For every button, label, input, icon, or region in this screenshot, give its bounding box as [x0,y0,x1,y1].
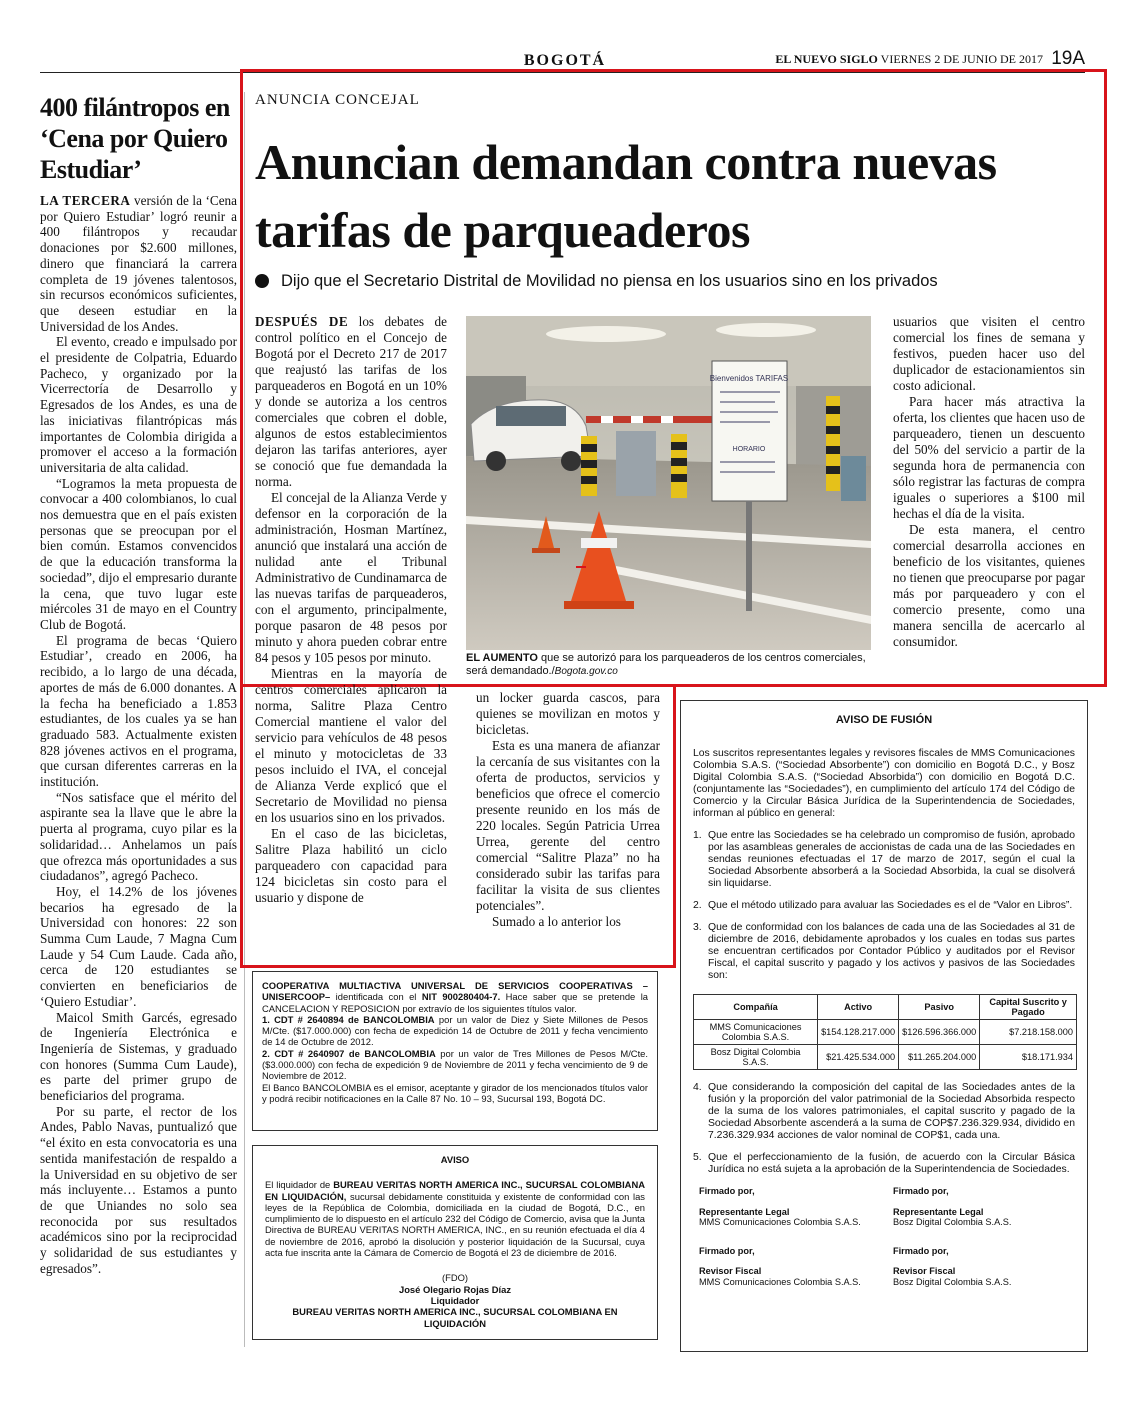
item-text: Que el método utilizado para avaluar las Sociedades es el de “Valor en Libros”. [708,900,1073,911]
item-number: 2. [693,900,702,911]
article-column-1 [255,314,447,906]
liquidator-role: Liquidador [430,1294,480,1306]
bullet-icon [255,274,269,288]
cdt-text: por un valor de Tres Millones de Pesos M/Cte. ($3.000.000) con fecha de expedición 9 de Noviembre de 2011 y fecha vencimiento de 9 de Noviembre de 2012. [262,1047,649,1082]
item-text: Que el perfeccionamiento de la fusión, de acuerdo con la Circular Básica Jurídica no está sujeta a la aprobación de la Superintendencia de Sociedades. [708,1152,1075,1175]
item-text: Que de conformidad con los balances de cada una de las Sociedades al 31 de diciembre de 2016, debidamente aprobados y los cuales en todas sus partes se encuentran certificados por Contador Público y auditados por el Revisor Fiscal, el capital suscrito y pagado y los activos y pasivos de las Sociedades son: [708,922,1075,981]
signatures [699,1186,1075,1305]
signer-company: Bosz Digital Colombia S.A.S. [893,1217,1012,1227]
cdt-text: por un valor de Diez y Siete Millones de Pesos M/Cte. ($17.000.000) con fecha de expedición 14 de Octubre de 2011 y fecha vencimiento de 14 de Octubre de 2012. [262,1013,648,1048]
photo-caption [466,652,871,678]
photo-credit: Bogota.gov.co [554,666,618,677]
parking-garage-image [466,316,871,650]
liquidation-title: AVISO [440,1154,470,1165]
paragraph: En el caso de las bicicletas, Salitre Plaza habilitó un ciclo parqueadero con capacidad para 124 bicicletas sin costo para el usuario y dispone de [255,826,447,905]
paragraph: Sumado a lo anterior los [492,914,621,929]
side-article-title: 400 filántropos en ‘Cena por Quiero Estudiar’ [40,93,230,184]
paragraph: El programa de becas ‘Quiero Estudiar’, creado en 2006, ha recibido, a lo largo de una década, aportes de más de 6.000 donantes. A la fecha ha beneficiado a 1.853 estudiantes, de los cuales ya se han graduado 583. Actualmente existen 828 jóvenes activos en el programa, que cursan diferentes carreras en la institución. [40,632,237,790]
paragraph: Mientras en la mayoría de centros comerciales aplicaron la norma, Salitre Plaza Centro Comercial mantiene el valor del servicio para vehículos de 48 pesos el minuto y motocicletas de 33 pesos incluido el IVA, el concejal de Alianza Verde explicó que el Secretario de Movilidad no piensa en los usuarios sino en los privados. [255,666,447,825]
notice-item [262,1014,648,1048]
list-item [693,830,1075,890]
item-number: 5. [693,1152,702,1163]
table-cell: Bosz Digital Colombia S.A.S. [694,1045,818,1070]
table-header-row [694,995,1077,1020]
issue-date: VIERNES 2 DE JUNIO DE 2017 [880,52,1043,66]
table-cell: MMS Comunicaciones Colombia S.A.S. [694,1020,818,1045]
signer-company: Bosz Digital Colombia S.A.S. [893,1276,1012,1287]
cdt-label: 1. CDT # 2640894 de BANCOLOMBIA [262,1013,435,1025]
article-lead: DESPUÉS DE [255,314,349,329]
merger-notice [680,700,1088,1352]
signer-role: Revisor Fiscal [699,1266,762,1276]
signed-by: Firmado por, [699,1245,755,1256]
signed-by: Firmado por, [699,1186,755,1196]
signer-company: MMS Comunicaciones Colombia S.A.S. [699,1217,861,1227]
list-item [693,1082,1075,1142]
item-text: Que entre las Sociedades se ha celebrado un compromiso de fusión, aprobado por las asambleas generales de accionistas de cada una de las Sociedades en sendas reuniones efectuadas el 17 de marzo de 2017, según el cual la Sociedad Absorbente absorberá a la Sociedad Absorbida, la cual se disolverá sin liquidarse. [708,830,1075,889]
side-article [40,92,237,1277]
table-cell: $18.171.934 [980,1045,1077,1070]
subheadline-text: Dijo que el Secretario Distrital de Movilidad no piensa en los usuarios sino en los privados [281,272,938,290]
table-cell: $21.425.534.000 [818,1045,899,1070]
caption-lead: EL AUMENTO [466,652,538,664]
notice-text: identificada con el [330,991,422,1003]
headline: Anuncian demandan contra nuevas tarifas de parqueaderos [255,134,997,258]
column-header: Pasivo [899,995,980,1020]
table-cell: $11.265.204.000 [899,1045,980,1070]
paragraph: un locker guarda cascos, para quienes se movilizan en motos y bicicletas. [476,690,660,737]
table-cell: $126.596.366.000 [899,1020,980,1045]
paragraph-text: versión de la ‘Cena por Quiero Estudiar’ logró reunir a 400 filántropos y recaudar donaciones por $2.600 millones, dinero que financiará la carrera completa de 19 jóvenes talentosos, sin recursos económicos suficientes, que deseen estudiar en la Universidad de los Andes. [40,193,237,334]
item-number: 3. [693,922,702,933]
column-header: Activo [818,995,899,1020]
list-item [693,900,1075,912]
liquidation-text: El liquidador de [265,1179,334,1191]
liquidation-signature [265,1272,645,1328]
paragraph: De esta manera, el centro comercial desarrolla acciones en beneficio de los visitantes, quienes no tienen que preocuparse por pagar más por parqueadero y con el comercio presente, como una manera sencilla de acercarlo al consumidor. [893,522,1085,649]
photo-sign-text: Bienvenidos TARIFAS [709,374,789,383]
photo-sign-sub: HORARIO [732,446,766,453]
paragraph: Hoy, el 14.2% de los jóvenes becarios ha egresado de la Universidad con honores: 22 son Summa Cum Laude, 7 Magna Cum Laude y 54 Cum Laude. Cada año, cerca de 120 estudiantes se convierten en beneficiarios de ‘Quiero Estudiar’. [40,883,237,1009]
table-row [694,1020,1077,1045]
signer-role: Representante Legal [699,1206,790,1217]
paragraph: “Nos satisface que el mérito del aspirante sea la llave que le abre la puerta al programa, cuyo pilar es la solidaridad… Anhelamos un país que ofrezca más oportunidades a sus ciudadanos”, agregó Pacheco. [40,789,237,884]
paragraph: Para hacer más atractiva la oferta, los clientes que hacen uso de parqueadero, tienen un descuento del 50% del servicio a partir de la segunda hora de permanencia con sólo registrar las facturas de compra iguales o superiores a $100 mil hechas el día de la visita. [893,394,1085,521]
signed-by: Firmado por, [893,1245,949,1256]
notice-intro [262,980,648,1014]
subheadline [255,272,1095,291]
parking-photo [466,316,871,650]
list-item [693,922,1075,982]
item-number: 4. [693,1082,702,1093]
article-column-3 [893,314,1085,650]
paragraph [255,314,447,490]
signature-block [893,1246,1075,1288]
column-header: Capital Suscrito y Pagado [980,995,1077,1020]
notice-text: Hace saber que se pretende la CANCELACION Y REPOSICION por extravío de los siguientes títulos valor. [262,991,648,1014]
paragraph: Maicol Smith Garcés, egresado de Ingeniería Electrónica e Ingeniería de Sistemas, y graduado con honores (Summa Cum Laude), es parte del primer grupo de beneficiarios del programa. [40,1009,237,1104]
liquidator-company: BUREAU VERITAS NORTH AMERICA INC., SUCURSAL COLOMBIANA EN LIQUIDACIÓN [292,1306,618,1329]
page-number: 19A [1051,48,1085,69]
paragraph-text: los debates de control político en el Concejo de Bogotá por el Decreto 217 de 2017 que reajustó las tarifas de los parqueaderos en Bogotá en un 10% y donde se autoriza a los centros comerciales que cobren el doble, algunos de estos establecimientos dejaron las tarifas anteriores, ayer se conoció que fue demandada la norma. [255,314,447,489]
signature-block [893,1186,1075,1228]
merger-notice-list [693,830,1075,982]
column-header: Compañía [694,995,818,1020]
paragraph: Por su parte, el rector de los Andes, Pablo Navas, puntualizó que “el éxito en esta convocatoria es una sentida manifestación de respaldo a la Universidad en su objetivo de ser más incluyente… Estamos a punto de que Uniandes no solo sea reconocida por sus resultados académicos sino por la reciprocidad y solidaridad de sus estudiantes y egresados”. [40,1103,237,1276]
signer-role: Representante Legal [893,1206,984,1217]
table-cell: $7.218.158.000 [980,1020,1077,1045]
table-cell: $154.128.217.000 [818,1020,899,1045]
masthead [775,52,1043,67]
paragraph: usuarios que visiten el centro comercial los fines de semana y festivos, pueden hacer uso del duplicador de estacionamientos sin costo adicional. [893,314,1085,393]
paragraph: El concejal de la Alianza Verde y defensor en la corporación de la administración, Hosman Martínez, anunció que instalará una acción de nulidad ante el Tribunal Administrativo de Cundinamarca de las nuevas tarifas de parqueaderos, con el argumento, principalmente, porque pasaron de 48 pesos por minuto y ahora pueden cobrar entre 84 pesos y 105 pesos por minuto. [255,490,447,665]
fdo-mark: (FDO) [441,1272,469,1284]
item-text: Que considerando la composición del capital de las Sociedades antes de la fusión y la proporción del valor patrimonial de la Sociedad Absorbida respecto de la suma de los valores patrimoniales, el capital suscrito y pagado de la Sociedad Absorbente ascenderá a la suma de COP$7.236.329.934, dividido en 7.236.329.934 acciones de valor nominal de COP$1, cada una. [708,1082,1075,1141]
merger-notice-title: AVISO DE FUSIÓN [835,714,933,726]
paragraph [40,193,237,334]
liquidator-name: José Olegario Rojas Díaz [398,1283,512,1295]
article-column-2 [476,690,660,930]
section-title: BOGOTÁ [523,52,607,69]
side-lead: LA TERCERA [40,193,131,208]
signature-block [699,1186,881,1228]
notice-closing: El Banco BANCOLOMBIA es el emisor, aceptante y girador de los mencionados títulos valor y podrá recibir notificaciones en la Calle 87 No. 10 – 93, Sucursal 193, Bogotá DC. [262,1081,648,1104]
merger-notice-intro: Los suscritos representantes legales y revisores fiscales de MMS Comunicaciones Colombia S.A.S. (“Sociedad Absorbente”) con domicilio en Bogotá D.C., y Bosz Digital Colombia S.A.S. (“Sociedad Absorbida”) con domicilio en Bogotá D.C. (conjuntamente las “Sociedades”), en cumplimiento del artículo 174 del Código de Comercio y la Circular Básica Jurídica de la Superintendencia de Sociedades, informan al público en general: [693,748,1075,819]
side-article-body [40,193,237,1277]
liquidation-text: sucursal debidamente constituida y existente de conformidad con las leyes de la República de Colombia, domiciliada en la ciudad de Bogotá, D.C., en cumplimiento de lo dispuesto en el artículo 232 del Código de Comercio, avisa que la Junta Directiva de BUREAU VERITAS NORTH AMERICA, INC., en su reunión efectuada el día 4 de noviembre de 2016, aprobó la disolución y posterior liquidación de la Sucursal, cuya acta fue inscrita ante la Cámara de Comercio de Bogotá el 23 de diciembre de 2016. [265,1190,645,1259]
caption-text: que se autorizó para los parqueaderos de los centros comerciales, será demandado./ [466,652,866,677]
cooperative-notice [252,971,658,1131]
liquidation-company: BUREAU VERITAS NORTH AMERICA INC., SUCURSAL COLOMBIANA EN LIQUIDACIÓN, [265,1179,645,1202]
notice-nit: NIT 900280404-7. [421,991,501,1003]
liquidation-body [265,1179,645,1258]
paragraph: Esta es una manera de afianzar la cercanía de sus visitantes con la oferta de productos, servicios y beneficios que ofrece el comercio presente reunido en los más de 220 locales. Según Patricia Urrea Urrea, gerente del centro comercial “Salitre Plaza” no ha considerado subir las tarifas para facilitar la visita de sus clientes potenciales”. [476,738,660,913]
liquidation-notice [252,1145,658,1340]
balance-table [693,994,1077,1070]
notice-heading: COOPERATIVA MULTIACTIVA UNIVERSAL DE SERVICIOS COOPERATIVAS –UNISERCOOP– [262,980,648,1003]
kicker: ANUNCIA CONCEJAL [255,92,420,108]
signature-block [699,1246,881,1288]
paragraph: El evento, creado e impulsado por el presidente de Colpatria, Eduardo Pacheco, y organizado por la Vicerrectoría de Desarrollo y Egresados de los Andes, es una de las iniciativas filantrópicas más importantes de Colombia dirigida a promover el acceso a la formación universitaria de alta calidad. [40,334,237,475]
signed-by: Firmado por, [893,1186,949,1196]
item-number: 1. [693,830,702,841]
notice-item [262,1048,648,1082]
merger-notice-list-cont [693,1082,1075,1176]
paragraph: “Logramos la meta propuesta de convocar a 400 colombianos, lo cual nos demuestra que en el país existen personas que se preocupan por el bien común. Estamos convencidos de que la educación transforma la sociedad”, dijo el empresario durante la cena, que tuvo lugar este miércoles 31 de mayo en el Country Club de Bogotá. [40,475,237,632]
signer-role: Revisor Fiscal [893,1266,956,1276]
signer-company: MMS Comunicaciones Colombia S.A.S. [699,1276,861,1287]
paper-name: EL NUEVO SIGLO [775,52,878,66]
cdt-label: 2. CDT # 2640907 de BANCOLOMBIA [262,1047,436,1059]
list-item [693,1152,1075,1176]
table-row [694,1045,1077,1070]
